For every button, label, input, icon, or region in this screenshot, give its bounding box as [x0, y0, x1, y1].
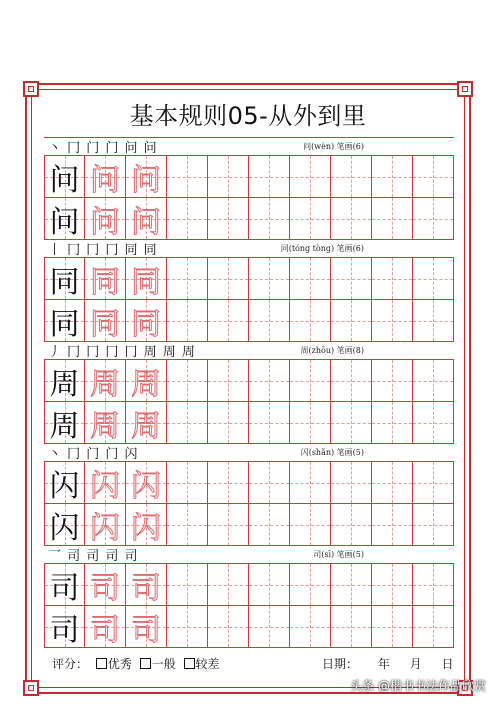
rating-section — [52, 655, 220, 672]
trace-character: 闪 — [131, 510, 161, 546]
character-block — [44, 137, 454, 239]
practice-cell — [372, 504, 413, 545]
model-character: 司 — [49, 612, 80, 648]
practice-cell — [44, 198, 85, 239]
practice-grid — [44, 137, 454, 648]
rating-option-average[interactable]: 一般 — [140, 657, 176, 671]
practice-cell — [208, 300, 249, 341]
practice-row — [44, 258, 454, 300]
corner-ornament-top-left — [23, 81, 39, 97]
trace-character: 周 — [90, 366, 120, 402]
watermark: 头条 @楷书书法作品欣赏 — [350, 679, 486, 693]
practice-cell — [208, 564, 249, 605]
practice-cell — [126, 606, 167, 647]
corner-ornament-bottom-left — [23, 680, 39, 696]
trace-character: 闪 — [90, 510, 120, 546]
practice-cell — [413, 402, 454, 443]
date-label: 日期： — [322, 657, 359, 671]
model-character: 同 — [49, 264, 80, 300]
practice-cell — [85, 402, 126, 443]
character-block — [44, 341, 454, 443]
practice-cell — [290, 402, 331, 443]
practice-cell — [167, 258, 208, 299]
trace-character: 同 — [131, 306, 161, 342]
practice-cell — [290, 198, 331, 239]
practice-cell — [290, 564, 331, 605]
practice-cell — [331, 156, 372, 197]
model-character: 问 — [49, 204, 80, 240]
practice-cell — [85, 156, 126, 197]
character-block — [44, 443, 454, 545]
stroke-order: 丶 冂 门 门 问 问 — [48, 141, 158, 156]
character-block — [44, 239, 454, 341]
practice-cell — [208, 360, 249, 401]
practice-cell — [208, 258, 249, 299]
practice-cell — [372, 462, 413, 503]
practice-row — [44, 360, 454, 402]
practice-cell — [331, 564, 372, 605]
practice-cell — [126, 360, 167, 401]
practice-cell — [44, 606, 85, 647]
practice-cell — [44, 564, 85, 605]
practice-cell — [85, 504, 126, 545]
practice-cell — [331, 462, 372, 503]
practice-cell — [290, 300, 331, 341]
practice-cell — [249, 564, 290, 605]
practice-cell — [126, 156, 167, 197]
practice-cell — [413, 504, 454, 545]
practice-cell — [413, 258, 454, 299]
corner-ornament-top-right — [457, 81, 473, 97]
practice-cell — [290, 606, 331, 647]
practice-cell — [249, 606, 290, 647]
practice-cell — [372, 156, 413, 197]
practice-cell — [126, 300, 167, 341]
practice-cell — [249, 504, 290, 545]
stroke-order: 丨 冂 冂 冂 同 同 — [48, 243, 158, 258]
practice-cell — [44, 360, 85, 401]
model-character: 同 — [49, 306, 80, 342]
practice-cell — [44, 156, 85, 197]
practice-cell — [413, 198, 454, 239]
practice-cell — [413, 360, 454, 401]
trace-character: 闪 — [131, 468, 161, 504]
practice-cell — [413, 462, 454, 503]
practice-cell — [208, 198, 249, 239]
pinyin-stroke-count: 周(zhōu) 笔画(8) — [300, 346, 364, 355]
trace-character: 司 — [90, 612, 120, 648]
stroke-order-row — [44, 342, 454, 360]
practice-cell — [126, 564, 167, 605]
practice-cell — [372, 606, 413, 647]
model-character: 周 — [49, 408, 80, 444]
rating-label: 评分： — [52, 657, 89, 671]
model-character: 司 — [49, 570, 80, 606]
practice-cell — [413, 300, 454, 341]
stroke-order-row — [44, 138, 454, 156]
trace-character: 周 — [90, 408, 120, 444]
practice-cell — [249, 462, 290, 503]
character-block — [44, 545, 454, 648]
practice-cell — [208, 462, 249, 503]
checkbox[interactable] — [184, 658, 195, 669]
stroke-order: 乛 司 司 司 司 — [48, 549, 139, 564]
practice-cell — [249, 402, 290, 443]
stroke-order: 丶 冂 门 门 闪 — [48, 447, 139, 462]
trace-character: 司 — [90, 570, 120, 606]
practice-cell — [413, 606, 454, 647]
practice-cell — [85, 564, 126, 605]
trace-character: 同 — [90, 264, 120, 300]
practice-cell — [85, 360, 126, 401]
practice-cell — [167, 156, 208, 197]
practice-cell — [249, 198, 290, 239]
practice-row — [44, 156, 454, 198]
pinyin-stroke-count: 司(sī) 笔画(5) — [313, 550, 364, 559]
model-character: 周 — [49, 366, 80, 402]
practice-cell — [331, 402, 372, 443]
practice-cell — [413, 564, 454, 605]
trace-character: 同 — [131, 264, 161, 300]
rating-option-excellent[interactable]: 优秀 — [96, 657, 132, 671]
practice-cell — [249, 258, 290, 299]
trace-character: 周 — [131, 408, 161, 444]
practice-cell — [44, 258, 85, 299]
pinyin-stroke-count: 闪(shǎn) 笔画(5) — [300, 448, 364, 457]
practice-cell — [208, 504, 249, 545]
practice-row — [44, 606, 454, 647]
stroke-order-row — [44, 444, 454, 462]
practice-cell — [372, 564, 413, 605]
checkbox[interactable] — [96, 658, 107, 669]
pinyin-stroke-count: 同(tóng tòng) 笔画(6) — [280, 244, 364, 253]
practice-cell — [44, 462, 85, 503]
practice-cell — [85, 300, 126, 341]
page-title: 基本规则05-从外到里 — [129, 102, 367, 130]
practice-cell — [372, 198, 413, 239]
practice-cell — [167, 606, 208, 647]
practice-cell — [331, 360, 372, 401]
trace-character: 问 — [131, 162, 161, 198]
practice-cell — [372, 360, 413, 401]
practice-cell — [167, 402, 208, 443]
pinyin-stroke-count: 问(wèn) 笔画(6) — [303, 142, 364, 151]
practice-cell — [413, 156, 454, 197]
practice-cell — [85, 462, 126, 503]
practice-cell — [167, 564, 208, 605]
practice-cell — [208, 156, 249, 197]
model-character: 闪 — [49, 510, 80, 546]
practice-cell — [126, 504, 167, 545]
practice-cell — [331, 198, 372, 239]
stroke-order-row — [44, 546, 454, 564]
practice-cell — [85, 258, 126, 299]
practice-cell — [372, 258, 413, 299]
trace-character: 问 — [131, 204, 161, 240]
date-day-label: 日 — [441, 657, 454, 671]
practice-cell — [290, 504, 331, 545]
stroke-order-row — [44, 240, 454, 258]
practice-cell — [372, 402, 413, 443]
date-section — [322, 655, 454, 672]
practice-row — [44, 402, 454, 443]
practice-cell — [290, 156, 331, 197]
practice-cell — [372, 300, 413, 341]
practice-cell — [167, 300, 208, 341]
practice-cell — [249, 156, 290, 197]
practice-cell — [208, 402, 249, 443]
practice-cell — [167, 462, 208, 503]
trace-character: 闪 — [90, 468, 120, 504]
date-year-label: 年 — [377, 657, 390, 671]
practice-cell — [44, 300, 85, 341]
practice-cell — [331, 504, 372, 545]
trace-character: 周 — [131, 366, 161, 402]
practice-cell — [44, 504, 85, 545]
trace-character: 司 — [131, 570, 161, 606]
trace-character: 问 — [90, 162, 120, 198]
practice-cell — [290, 360, 331, 401]
practice-row — [44, 462, 454, 504]
practice-cell — [290, 462, 331, 503]
stroke-order: 丿 冂 冂 冂 冂 周 周 周 — [48, 345, 196, 360]
practice-cell — [249, 300, 290, 341]
practice-cell — [167, 198, 208, 239]
date-month-label: 月 — [409, 657, 422, 671]
practice-cell — [290, 258, 331, 299]
rating-option-poor[interactable]: 较差 — [184, 657, 220, 671]
model-character: 问 — [49, 162, 80, 198]
practice-cell — [126, 402, 167, 443]
practice-row — [44, 564, 454, 606]
practice-row — [44, 504, 454, 545]
trace-character: 问 — [90, 204, 120, 240]
practice-cell — [208, 606, 249, 647]
practice-cell — [126, 462, 167, 503]
practice-cell — [85, 198, 126, 239]
practice-row — [44, 198, 454, 239]
practice-row — [44, 300, 454, 341]
model-character: 闪 — [49, 468, 80, 504]
trace-character: 司 — [131, 612, 161, 648]
practice-cell — [167, 360, 208, 401]
practice-cell — [85, 606, 126, 647]
practice-cell — [331, 606, 372, 647]
trace-character: 同 — [90, 306, 120, 342]
practice-cell — [167, 504, 208, 545]
practice-cell — [126, 258, 167, 299]
practice-cell — [44, 402, 85, 443]
checkbox[interactable] — [140, 658, 151, 669]
practice-cell — [331, 300, 372, 341]
practice-cell — [249, 360, 290, 401]
practice-cell — [126, 198, 167, 239]
practice-cell — [331, 258, 372, 299]
